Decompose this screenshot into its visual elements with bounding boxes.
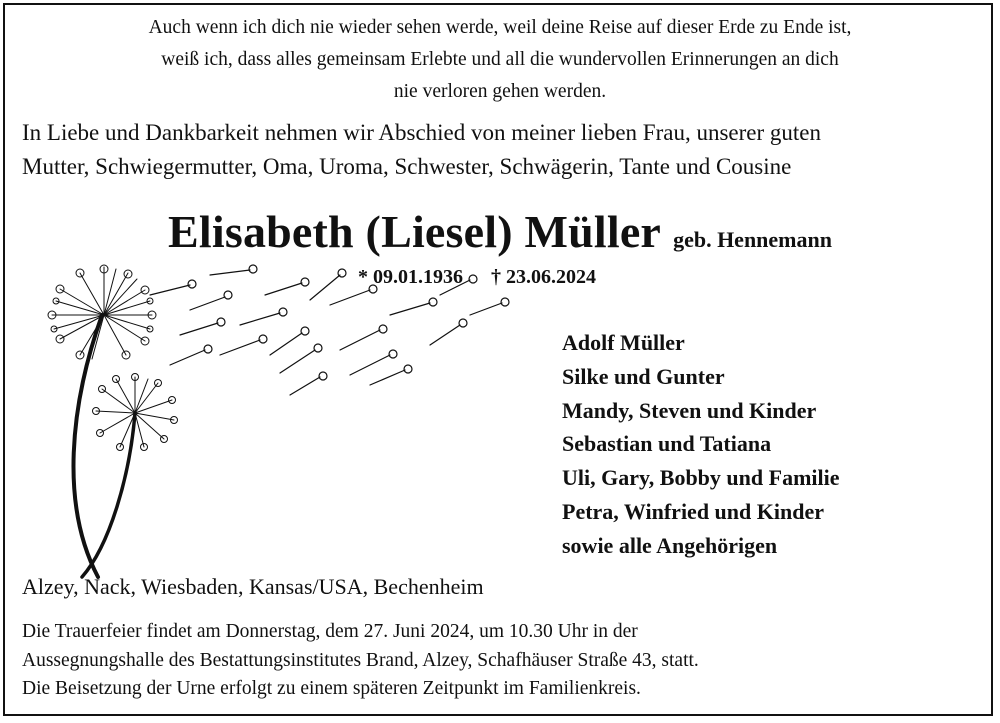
- poem: [0, 12, 1000, 108]
- funeral-line: Aussegnungshalle des Bestattungsinstitutes Brand, Alzey, Schafhäuser Straße 43, statt.: [22, 649, 699, 671]
- deceased-name: Elisabeth (Liesel) Müller: [168, 206, 662, 257]
- poem-line: weiß ich, dass alles gemeinsam Erlebte und all die wundervollen Erinnerungen an dich: [161, 49, 839, 70]
- family-list: [562, 326, 840, 563]
- family-member: sowie alle Angehörigen: [562, 532, 778, 558]
- funeral-line: Die Trauerfeier findet am Donnerstag, dem 27. Juni 2024, um 10.30 Uhr in der: [22, 621, 638, 642]
- intro-text: [22, 116, 987, 184]
- dandelion-icon: [40, 255, 520, 585]
- family-member: Sebastian und Tatiana: [562, 431, 772, 457]
- family-member: Adolf Müller: [562, 330, 685, 355]
- poem-line: Auch wenn ich dich nie wieder sehen werde, weil deine Reise auf dieser Erde zu Ende ist,: [148, 17, 852, 38]
- family-member: Petra, Winfried und Kinder: [562, 498, 824, 524]
- family-member: Uli, Gary, Bobby und Familie: [562, 465, 840, 491]
- funeral-info: [22, 618, 699, 704]
- death-date: † 23.06.2024: [491, 266, 596, 288]
- intro-line: In Liebe und Dankbarkeit nehmen wir Abschied von meiner lieben Frau, unserer guten: [22, 120, 822, 145]
- deceased-heading: [0, 205, 1000, 258]
- birth-date: * 09.01.1936: [358, 266, 463, 288]
- intro-line: Mutter, Schwiegermutter, Oma, Uroma, Schwester, Schwägerin, Tante und Cousine: [22, 154, 792, 179]
- family-member: Mandy, Steven und Kinder: [562, 397, 817, 423]
- family-member: Silke und Gunter: [562, 363, 725, 389]
- funeral-line: Die Beisetzung der Urne erfolgt zu einem späteren Zeitpunkt im Familienkreis.: [22, 678, 641, 699]
- maiden-name: geb. Hennemann: [673, 227, 832, 252]
- poem-line: nie verloren gehen werden.: [393, 81, 607, 102]
- places-line: Alzey, Nack, Wiesbaden, Kansas/USA, Bechenheim: [22, 574, 484, 599]
- life-dates: [358, 266, 596, 289]
